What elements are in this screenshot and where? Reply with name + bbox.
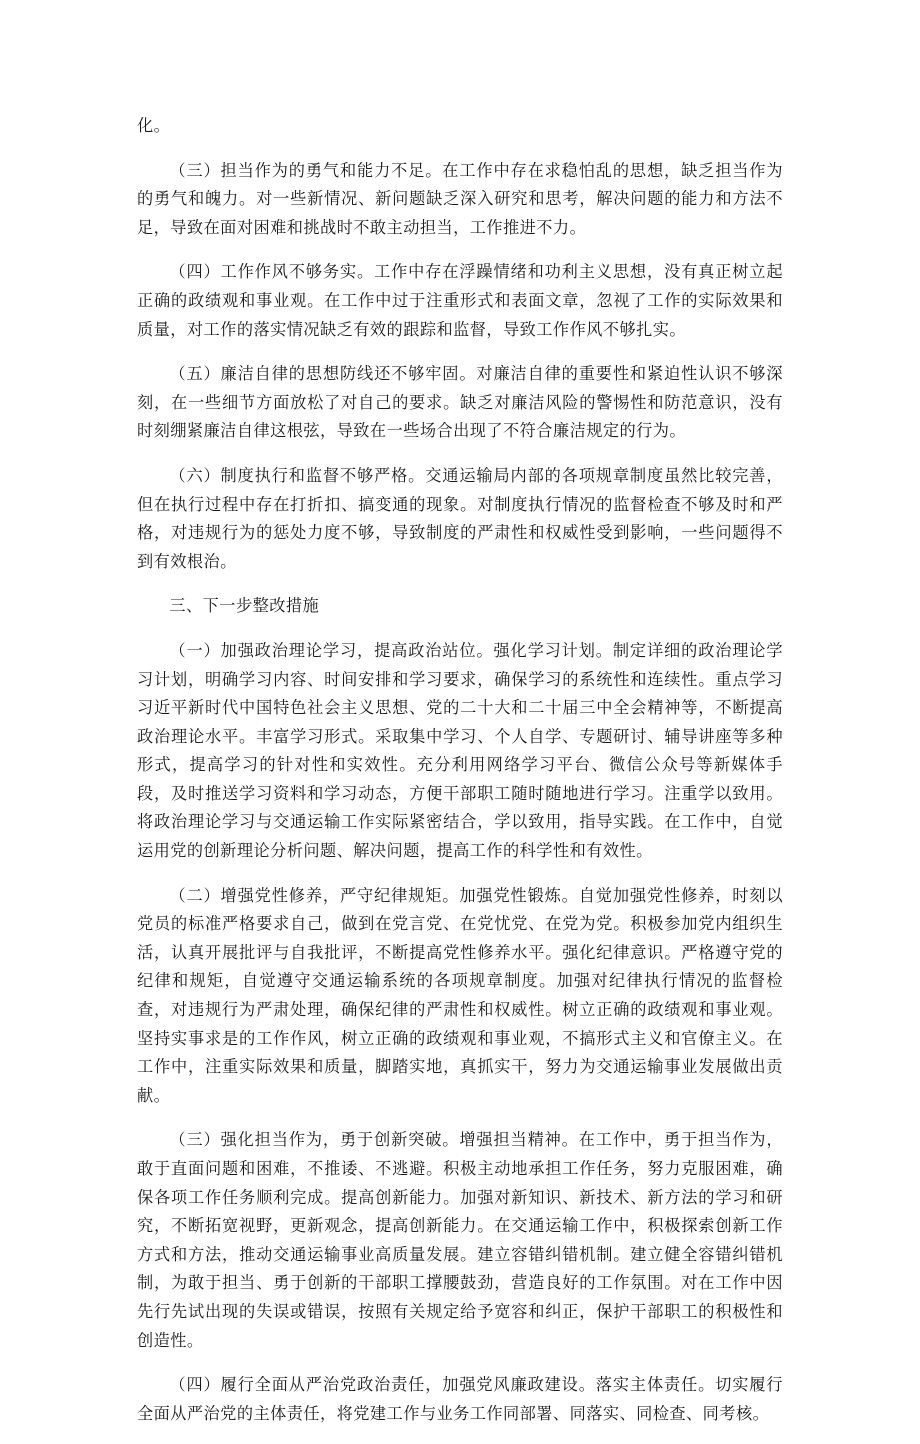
section-heading-next-steps: 三、下一步整改措施 [169, 596, 320, 616]
document-page [137, 112, 783, 1444]
paragraph-continuation: 化。 [137, 116, 171, 135]
paragraph-issue-4: （四）工作作风不够务实。工作中存在浮躁情绪和功利主义思想，没有真正树立起正确的政绩观和事业观。在工作中过于注重形式和表面文章，忽视了工作的实际效果和质量，对工作的落实情况缺乏有效的跟踪和监督，导致工作作风不够扎实。 [137, 262, 783, 339]
paragraph-measure-1: （一）加强政治理论学习，提高政治站位。强化学习计划。制定详细的政治理论学习计划，明确学习内容、时间安排和学习要求，确保学习的系统性和连续性。重点学习习近平新时代中国特色社会主义思想、党的二十大和二十届三中全会精神等，不断提高政治理论水平。丰富学习形式。采取集中学习、个人自学、专题研讨、辅导讲座等多种形式，提高学习的针对性和实效性。充分利用网络学习平台、微信公众号等新媒体手段，及时推送学习资料和学习动态，方便干部职工随时随地进行学习。注重学以致用。将政治理论学习与交通运输工作实际紧密结合，学以致用，指导实践。在工作中，自觉运用党的创新理论分析问题、解决问题，提高工作的科学性和有效性。 [137, 640, 783, 861]
paragraph-measure-3: （三）强化担当作为，勇于创新突破。增强担当精神。在工作中，勇于担当作为，敢于直面问题和困难，不推诿、不逃避。积极主动地承担工作任务，努力克服困难，确保各项工作任务顺利完成。提高创新能力。加强对新知识、新技术、新方法的学习和研究，不断拓宽视野，更新观念，提高创新能力。在交通运输工作中，积极探索创新工作方式和方法，推动交通运输事业高质量发展。建立容错纠错机制。建立健全容错纠错机制，为敢于担当、勇于创新的干部职工撑腰鼓劲，营造良好的工作氛围。对在工作中因先行先试出现的失误或错误，按照有关规定给予宽容和纠正，保护干部职工的积极性和创造性。 [137, 1130, 783, 1350]
paragraph-measure-4: （四）履行全面从严治党政治责任，加强党风廉政建设。落实主体责任。切实履行全面从严治党的主体责任，将党建工作与业务工作同部署、同落实、同检查、同考核。 [137, 1375, 783, 1423]
paragraph-issue-6: （六）制度执行和监督不够严格。交通运输局内部的各项规章制度虽然比较完善，但在执行过程中存在打折扣、搞变通的现象。对制度执行情况的监督检查不够及时和严格，对违规行为的惩处力度不够，导致制度的严肃性和权威性受到影响，一些问题得不到有效根治。 [137, 465, 783, 571]
paragraph-issue-5: （五）廉洁自律的思想防线还不够牢固。对廉洁自律的重要性和紧迫性认识不够深刻，在一些细节方面放松了对自己的要求。缺乏对廉洁风险的警惕性和防范意识，没有时刻绷紧廉洁自律这根弦，导致在一些场合出现了不符合廉洁规定的行为。 [137, 364, 783, 441]
paragraph-issue-3: （三）担当作为的勇气和能力不足。在工作中存在求稳怕乱的思想，缺乏担当作为的勇气和魄力。对一些新情况、新问题缺乏深入研究和思考，解决问题的能力和方法不足，导致在面对困难和挑战时不敢主动担当，工作推进不力。 [137, 160, 783, 237]
paragraph-measure-2: （二）增强党性修养，严守纪律规矩。加强党性锻炼。自觉加强党性修养，时刻以党员的标准严格要求自己，做到在党言党、在党忧党、在党为党。积极参加党内组织生活，认真开展批评与自我批评，不断提高党性修养水平。强化纪律意识。严格遵守党的纪律和规矩，自觉遵守交通运输系统的各项规章制度。加强对纪律执行情况的监督检查，对违规行为严肃处理，确保纪律的严肃性和权威性。树立正确的政绩观和事业观。坚持实事求是的工作作风，树立正确的政绩观和事业观，不搞形式主义和官僚主义。在工作中，注重实际效果和质量，脚踏实地，真抓实干，努力为交通运输事业发展做出贡献。 [137, 885, 783, 1105]
